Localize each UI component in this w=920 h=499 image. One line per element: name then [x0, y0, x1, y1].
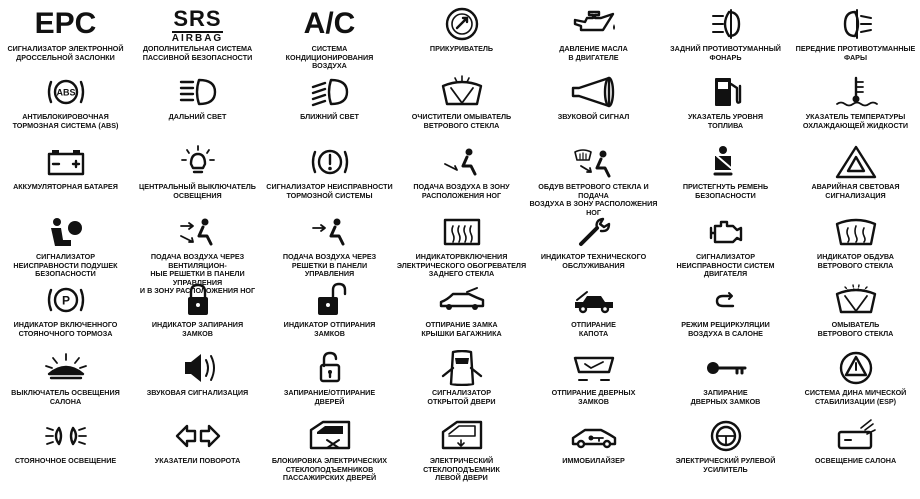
- warning-light-trunk: [396, 282, 527, 338]
- warning-light-label: ЭЛЕКТРИЧЕСКИЙ РУЛЕВОЙ УСИЛИТЕЛЬ: [675, 456, 776, 474]
- car-hood-icon: [569, 282, 619, 318]
- warning-light-coolant: [790, 74, 920, 130]
- warning-light-rear-defrost: [396, 214, 527, 279]
- seatbelt-icon: [701, 144, 751, 180]
- warning-light-immobilizer: [528, 418, 659, 466]
- warning-light-airbag-fault: [0, 214, 131, 279]
- cigarette-lighter-icon: [437, 6, 487, 42]
- epc-text-icon: EPC: [34, 7, 97, 40]
- air-to-feet-icon: [437, 144, 487, 180]
- warning-light-label: ИНДИКАТОР ЗАПИРАНИЯ ЗАМКОВ: [151, 320, 244, 338]
- warning-light-unlock: [264, 282, 395, 338]
- warning-light-label: ИММОБИЛАЙЗЕР: [562, 456, 625, 465]
- warning-light-label: ПОДАЧА ВОЗДУХА ЧЕРЕЗ РЕШЕТКИ В ПАНЕЛИ УПРАВЛЕНИЯ: [282, 252, 377, 279]
- warning-light-lock: [132, 282, 263, 338]
- window-lock-icon: [305, 418, 355, 454]
- speaker-icon: [173, 350, 223, 386]
- warning-light-label: ОТПИРАНИЕ КАПОТА: [571, 320, 616, 338]
- warning-light-washer: [396, 74, 527, 130]
- airbag-passenger-icon: [41, 214, 91, 250]
- esp-triangle-icon: [831, 350, 881, 386]
- fuel-pump-icon: [701, 74, 751, 110]
- windshield-washer-spray-icon: [831, 282, 881, 318]
- warning-light-window-lock: [264, 418, 395, 483]
- warning-light-cabin-light-switch: [0, 350, 131, 406]
- warning-light-label: ПРИСТЕГНУТЬ РЕМЕНЬ БЕЗОПАСНОСТИ: [682, 182, 769, 200]
- warning-light-lighter: [396, 6, 527, 54]
- warning-light-label: ЭЛЕКТРИЧЕСКИЙ СТЕКЛОПОДЪЕМНИК ЛЕВОЙ ДВЕРИ: [423, 456, 500, 483]
- warning-light-label: ЗАПИРАНИЕ ДВЕРНЫХ ЗАМКОВ: [690, 388, 761, 406]
- warning-light-light-switch: [132, 144, 263, 200]
- warning-light-hood: [528, 282, 659, 338]
- warning-light-fuel: [660, 74, 791, 130]
- rear-window-heater-icon: [437, 214, 487, 250]
- warning-light-label: ПЕРЕДНИЕ ПРОТИВОТУМАННЫЕ ФАРЫ: [795, 44, 916, 62]
- car-door-open-icon: [437, 350, 487, 386]
- hazard-triangle-icon: [831, 144, 881, 180]
- warning-light-label: ЗВУКОВАЯ СИГНАЛИЗАЦИЯ: [146, 388, 249, 397]
- warning-light-label: ЗВУКОВОЙ СИГНАЛ: [557, 112, 630, 121]
- oil-can-icon: [569, 6, 619, 42]
- warning-light-label: ОСВЕЩЕНИЕ САЛОНА: [814, 456, 897, 465]
- light-switch-icon: [173, 144, 223, 180]
- warning-light-label: РЕЖИМ РЕЦИРКУЛЯЦИИ ВОЗДУХА В САЛОНЕ: [681, 320, 770, 338]
- warning-light-window-left: [396, 418, 527, 483]
- warning-light-label: ДОПОЛНИТЕЛЬНАЯ СИСТЕМА ПАССИВНОЙ БЕЗОПАСНОСТИ: [142, 44, 253, 62]
- wrench-icon: [569, 214, 619, 250]
- cabin-light-icon: [41, 350, 91, 386]
- key-icon: [701, 350, 751, 386]
- car-key-immobilizer-icon: [569, 418, 619, 454]
- warning-light-label: СИСТЕМА КОНДИЦИОНИРОВАНИЯ ВОЗДУХА: [285, 44, 374, 71]
- parking-brake-icon: [41, 282, 91, 318]
- svg-text:ABS: ABS: [55, 87, 76, 98]
- front-window-defrost-icon: [831, 214, 881, 250]
- padlock-lock-unlock-icon: [305, 350, 355, 386]
- warning-light-door-open: [396, 350, 527, 406]
- warning-light-label: ОБДУВ ВЕТРОВОГО СТЕКЛА И ПОДАЧА ВОЗДУХА В ЗОНУ РАСПОЛОЖЕНИЯ НОГ: [529, 182, 658, 217]
- warning-light-seatbelt: [660, 144, 791, 200]
- srs-airbag-text-icon: SRS AIRBAG: [171, 6, 224, 44]
- warning-light-air-feet: [396, 144, 527, 200]
- warning-light-label: ДАЛЬНИЙ СВЕТ: [168, 112, 227, 121]
- warning-light-label: СИГНАЛИЗАТОР ЭЛЕКТРОННОЙ ДРОССЕЛЬНОЙ ЗАСЛОНКИ: [7, 44, 124, 62]
- warning-light-low-beam: [264, 74, 395, 122]
- warning-light-label: ПРИКУРИВАТЕЛЬ: [429, 44, 494, 53]
- warning-light-brake: [264, 144, 395, 200]
- warning-light-label: ОТПИРАНИЕ ЗАМКА КРЫШКИ БАГАЖНИКА: [421, 320, 502, 338]
- warning-light-recirc: [660, 282, 791, 338]
- coolant-temperature-icon: [831, 74, 881, 110]
- turn-signal-arrows-icon: [173, 418, 223, 454]
- warning-light-parking-brake: [0, 282, 131, 338]
- padlock-closed-icon: [173, 282, 223, 318]
- warning-light-defrost-feet: [528, 144, 659, 217]
- warning-light-label: ИНДИКАТОР ОТПИРАНИЯ ЗАМКОВ: [283, 320, 376, 338]
- brake-warning-icon: [305, 144, 355, 180]
- warning-light-label: АВАРИЙНАЯ СВЕТОВАЯ СИГНАЛИЗАЦИЯ: [811, 182, 900, 200]
- ac-text-icon: A/C: [303, 7, 356, 40]
- parking-lights-icon: [41, 418, 91, 454]
- warning-light-label: ОМЫВАТЕЛЬ ВЕТРОВОГО СТЕКЛА: [817, 320, 894, 338]
- warning-light-label: УКАЗАТЕЛИ ПОВОРОТА: [154, 456, 241, 465]
- warning-light-label: ДАВЛЕНИЕ МАСЛА В ДВИГАТЕЛЕ: [559, 44, 628, 62]
- warning-light-label: СТОЯНОЧНОЕ ОСВЕЩЕНИЕ: [14, 456, 117, 465]
- warning-light-oil: [528, 6, 659, 62]
- warning-light-door-unlock: [528, 350, 659, 406]
- front-fog-light-icon: [831, 6, 881, 42]
- warning-light-battery: [0, 144, 131, 192]
- warning-light-door-key: [660, 350, 791, 406]
- warning-light-label: АНТИБЛОКИРОВОЧНАЯ ТОРМОЗНАЯ СИСТЕМА (ABS): [12, 112, 119, 130]
- warning-light-hazard: [790, 144, 920, 200]
- warning-light-label: СИГНАЛИЗАТОР НЕИСПРАВНОСТИ ПОДУШЕК БЕЗОПАСНОСТИ: [13, 252, 118, 279]
- warning-light-epc: [0, 6, 131, 62]
- warning-light-label: БЛОКИРОВКА ЭЛЕКТРИЧЕСКИХ СТЕКЛОПОДЪЕМНИКОВ ПАССАЖИРСКИХ ДВЕРЕЙ: [271, 456, 388, 483]
- warning-light-air-panel: [264, 214, 395, 279]
- warning-light-label: ЗАПИРАНИЕ/ОТПИРАНИЕ ДВЕРЕЙ: [283, 388, 376, 406]
- warning-light-label: ПОДАЧА ВОЗДУХА ЧЕРЕЗ ВЕНТИЛЯЦИОН- НЫЕ РЕШЕТКИ В ПАНЕЛИ УПРАВЛЕНИЯ И В ЗОНУ РАСПОЛОЖЕНИЯ НОГ: [139, 252, 256, 296]
- power-window-icon: [437, 418, 487, 454]
- warning-light-label: СИСТЕМА ДИНА МИЧЕСКОЙ СТАБИЛИЗАЦИИ (ESP): [804, 388, 907, 406]
- warning-light-front-defrost: [790, 214, 920, 270]
- air-panel-feet-icon: [173, 214, 223, 250]
- warning-light-label: УКАЗАТЕЛЬ УРОВНЯ ТОПЛИВА: [687, 112, 764, 130]
- low-beam-icon: [305, 74, 355, 110]
- horn-icon: [569, 74, 619, 110]
- warning-light-alarm: [132, 350, 263, 398]
- high-beam-icon: [173, 74, 223, 110]
- steering-wheel-icon: [701, 418, 751, 454]
- air-panel-icon: [305, 214, 355, 250]
- warning-light-label: АККУМУЛЯТОРНАЯ БАТАРЕЯ: [13, 182, 118, 191]
- check-engine-icon: [701, 214, 751, 250]
- warning-light-label: ИНДИКАТОР ВКЛЮЧЕННОГО СТОЯНОЧНОГО ТОРМОЗА: [13, 320, 118, 338]
- warning-light-label: СИГНАЛИЗАТОР НЕИСПРАВНОСТИ ТОРМОЗНОЙ СИСТЕМЫ: [266, 182, 393, 200]
- svg-text:P: P: [61, 293, 70, 308]
- warning-light-turn-signals: [132, 418, 263, 466]
- windshield-washer-icon: [437, 74, 487, 110]
- car-trunk-icon: [437, 282, 487, 318]
- warning-light-label: СИГНАЛИЗАТОР НЕИСПРАВНОСТИ СИСТЕМ ДВИГАТЕЛЯ: [676, 252, 775, 279]
- interior-light-icon: [831, 418, 881, 454]
- warning-light-parking-lights: [0, 418, 131, 466]
- battery-icon: [41, 144, 91, 180]
- warning-light-power-steering: [660, 418, 791, 474]
- warning-light-abs: [0, 74, 131, 130]
- warning-light-label: БЛИЖНИЙ СВЕТ: [300, 112, 359, 121]
- warning-light-interior-light: [790, 418, 920, 466]
- warning-light-ac: [264, 6, 395, 71]
- padlock-open-icon: [305, 282, 355, 318]
- defrost-and-feet-icon: [569, 144, 619, 180]
- warning-light-esp: [790, 350, 920, 406]
- warning-light-label: УКАЗАТЕЛЬ ТЕМПЕРАТУРЫ ОХЛАЖДАЮЩЕЙ ЖИДКОСТИ: [802, 112, 909, 130]
- warning-light-label: ПОДАЧА ВОЗДУХА В ЗОНУ РАСПОЛОЖЕНИЯ НОГ: [413, 182, 510, 200]
- warning-light-label: ИНДИКАТОР ТЕХНИЧЕСКОГО ОБСЛУЖИВАНИЯ: [540, 252, 647, 270]
- rear-fog-light-icon: [701, 6, 751, 42]
- recirculation-icon: [701, 282, 751, 318]
- warning-light-horn: [528, 74, 659, 122]
- warning-light-label: ЗАДНИЙ ПРОТИВОТУМАННЫЙ ФОНАРЬ: [670, 44, 781, 62]
- warning-light-washer2: [790, 282, 920, 338]
- warning-light-front-fog: [790, 6, 920, 62]
- warning-light-high-beam: [132, 74, 263, 122]
- warning-light-label: ВЫКЛЮЧАТЕЛЬ ОСВЕЩЕНИЯ САЛОНА: [11, 388, 120, 406]
- door-unlock-icon: [569, 350, 619, 386]
- warning-light-label: ОТПИРАНИЕ ДВЕРНЫХ ЗАМКОВ: [551, 388, 636, 406]
- warning-light-label: ЦЕНТРАЛЬНЫЙ ВЫКЛЮЧАТЕЛЬ ОСВЕЩЕНИЯ: [139, 182, 256, 200]
- warning-light-label: ИНДИКАТОР ОБДУВА ВЕТРОВОГО СТЕКЛА: [817, 252, 894, 270]
- abs-icon: [41, 74, 91, 110]
- warning-light-label: СИГНАЛИЗАТОР ОТКРЫТОЙ ДВЕРИ: [427, 388, 496, 406]
- warning-light-label: ОЧИСТИТЕЛИ ОМЫВАТЕЛЬ ВЕТРОВОГО СТЕКЛА: [411, 112, 512, 130]
- warning-light-rear-fog: [660, 6, 791, 62]
- warning-light-service: [528, 214, 659, 270]
- warning-light-label: ИНДИКАТОРВКЛЮЧЕНИЯ ЭЛЕКТРИЧЕСКОГО ОБОГРЕВАТЕЛЯ ЗАДНЕГО СТЕКЛА: [396, 252, 527, 279]
- warning-light-srs: [132, 6, 263, 62]
- warning-light-lock-unlock: [264, 350, 395, 406]
- warning-light-engine: [660, 214, 791, 279]
